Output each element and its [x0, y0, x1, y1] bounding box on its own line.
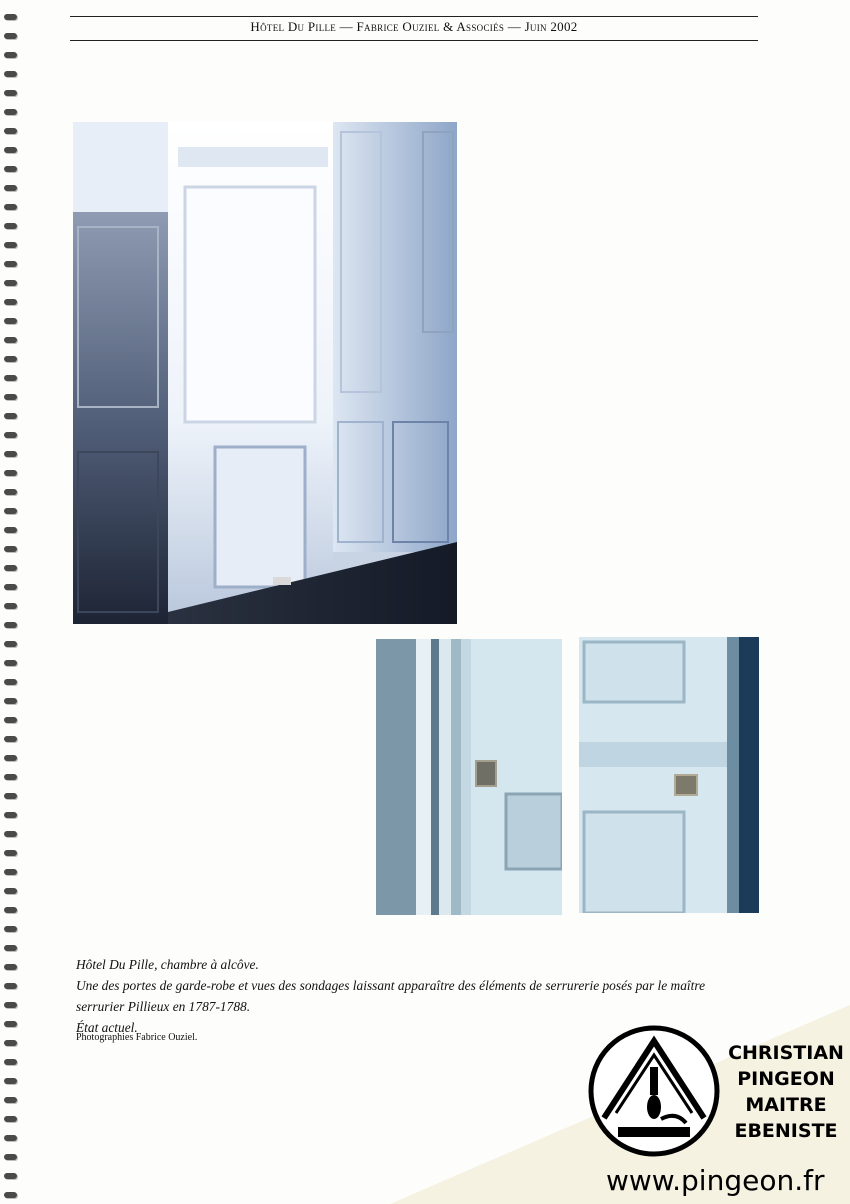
caption-line-1: Hôtel Du Pille, chambre à alcôve.: [76, 957, 259, 972]
website-link[interactable]: www.pingeon.fr: [606, 1164, 825, 1197]
photo-credit: Photographies Fabrice Ouziel.: [76, 1032, 198, 1043]
stamp-line-4: EBENISTE: [734, 1120, 838, 1142]
caption-line-3: serrurier Pillieux en 1787-1788.: [76, 999, 251, 1014]
stamp-line-3: MAITRE: [745, 1094, 827, 1116]
page-header: Hôtel Du Pille — Fabrice Ouziel & Associés — Juin 2002: [250, 19, 578, 34]
stamp-line-1: CHRISTIAN: [728, 1042, 844, 1064]
caption-line-4: État actuel.: [76, 1020, 138, 1035]
carpenter-logo-icon: [586, 1023, 722, 1159]
caption-line-2: Une des portes de garde-robe et vues des sondages laissant apparaître des éléments de serrurerie posés par le maître: [76, 978, 706, 993]
stamp-line-2: PINGEON: [737, 1068, 835, 1090]
maker-stamp: [722, 1040, 850, 1144]
